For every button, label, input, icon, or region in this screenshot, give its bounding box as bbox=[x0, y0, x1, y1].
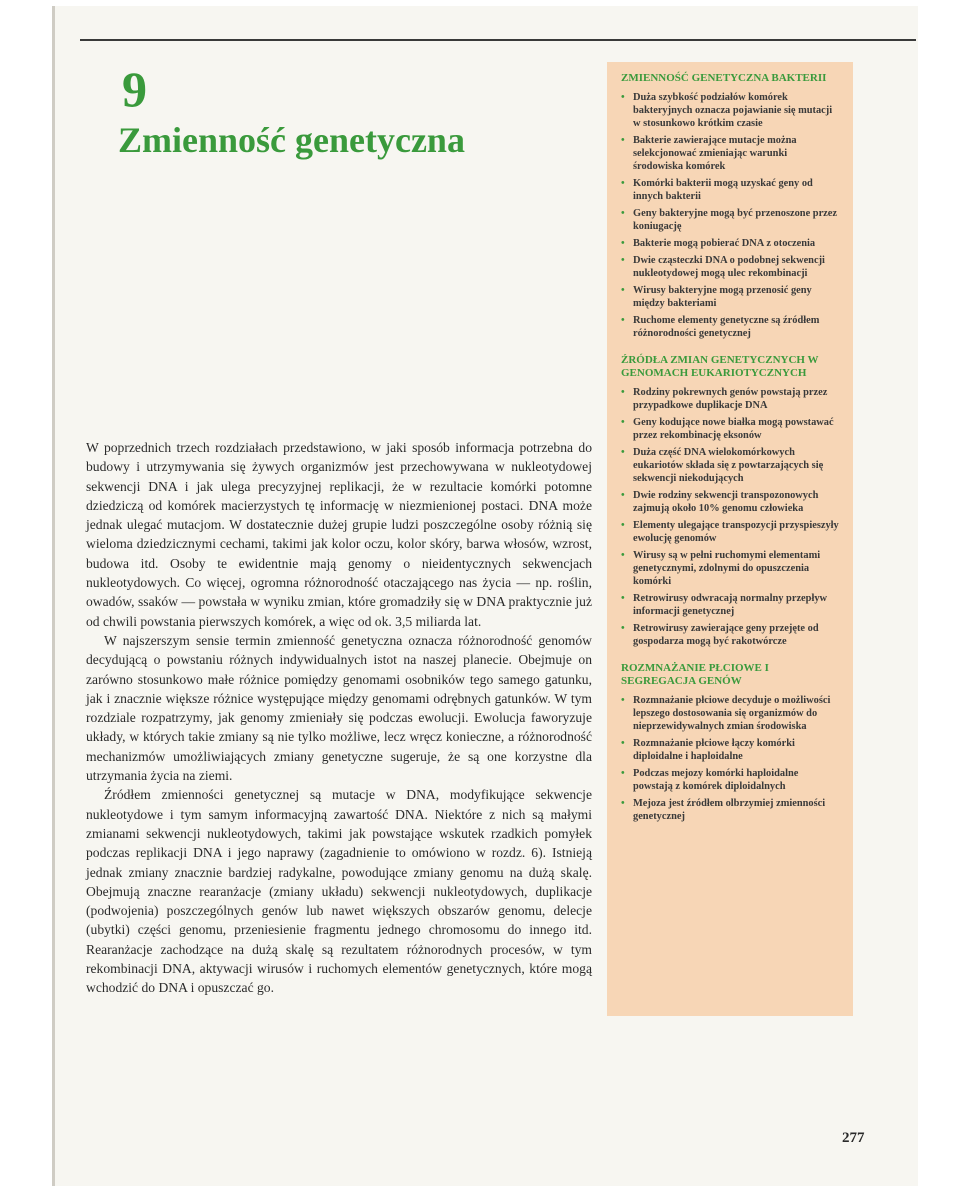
outline-section bbox=[621, 72, 839, 340]
outline-item-text: Retrowirusy odwracają normalny przepływ informacji genetycznej bbox=[633, 593, 828, 617]
outline-item-text: Komórki bakterii mogą uzyskać geny od innych bakterii bbox=[633, 178, 813, 202]
outline-item-text: Wirusy bakteryjne mogą przenosić geny między bakteriami bbox=[633, 285, 812, 309]
bullet-icon: • bbox=[621, 238, 625, 249]
outline-item bbox=[621, 177, 839, 203]
outline-item-text: Dwie cząsteczki DNA o podobnej sekwencji nukleotydowej mogą ulec rekombinacji bbox=[633, 255, 825, 279]
outline-item bbox=[621, 91, 839, 130]
bullet-icon: • bbox=[621, 738, 625, 749]
bullet-icon: • bbox=[621, 208, 625, 219]
outline-item-text: Podczas mejozy komórki haploidalne powstają z komórek diploidalnych bbox=[633, 768, 799, 792]
body-paragraph-1: W poprzednich trzech rozdziałach przedstawiono, w jaki sposób informacja potrzebna do budowy i utrzymywania się żywych organizmów jest przechowywana w nukleotydowej sekwencji DNA i jak ulega precyzyjnej replikacji, że w rezultacie komórki potomne dziedziczą od komórek macierzystych tę informację w niezmienionej postaci. DNA może jednak ulegać mutacjom. W dostatecznie dużej grupie ludzi poszczególne osoby różnią się wieloma dziedzicznymi cechami, takimi jak kolor oczu, kolor skóry, barwa włosów, wzrost, budowa itd. Osoby te ewidentnie mają genomy o nieidentycznych sekwencjach nukleotydowych. Co więcej, ogromna różnorodność otaczającego nas życia — np. roślin, owadów, ssaków — powstała w wyniku zmian, które gromadziły się w DNA praktycznie już od chwili powstania pierwszych komórek, a więc od ok. 3,5 miliarda lat. bbox=[86, 440, 592, 629]
bullet-icon: • bbox=[621, 387, 625, 398]
outline-item-text: Duża część DNA wielokomórkowych eukariotów składa się z powtarzających się sekwencji niekodujących bbox=[633, 447, 824, 484]
chapter-title: Zmienność genetyczna bbox=[118, 120, 465, 160]
bullet-icon: • bbox=[621, 695, 625, 706]
outline-item bbox=[621, 737, 839, 763]
outline-item bbox=[621, 446, 839, 485]
outline-item-text: Wirusy są w pełni ruchomymi elementami genetycznymi, zdolnymi do opuszczenia komórki bbox=[633, 550, 821, 587]
outline-item-text: Geny kodujące nowe białka mogą powstawać przez rekombinację eksonów bbox=[633, 417, 834, 441]
chapter-outline-sidebar bbox=[607, 62, 853, 1016]
outline-item-text: Retrowirusy zawierające geny przejęte od gospodarza mogą być rakotwórcze bbox=[633, 623, 819, 647]
bullet-icon: • bbox=[621, 623, 625, 634]
outline-item-text: Duża szybkość podziałów komórek bakteryjnych oznacza pojawianie się mutacji w stosunkowo krótkim czasie bbox=[633, 92, 833, 129]
bullet-icon: • bbox=[621, 520, 625, 531]
outline-list bbox=[621, 694, 839, 823]
outline-section bbox=[621, 354, 839, 648]
bullet-icon: • bbox=[621, 490, 625, 501]
bullet-icon: • bbox=[621, 315, 625, 326]
body-text bbox=[86, 438, 592, 998]
outline-item bbox=[621, 797, 839, 823]
top-rule bbox=[80, 39, 916, 41]
outline-item bbox=[621, 314, 839, 340]
bullet-icon: • bbox=[621, 593, 625, 604]
body-paragraph-2: W najszerszym sensie termin zmienność genetyczna oznacza różnorodność genomów decydującą o powstaniu różnych indywidualnych istot na naszej planecie. Obejmuje on zarówno stosunkowo małe różnice pomiędzy genomami osobników tego samego gatunku, jak i znacznie większe różnice występujące między genomami odrębnych gatunków. W tym rozdziale rozpatrzymy, jak genomy zmieniały się podczas ewolucji. Ewolucja faworyzuje układy, w których takie zmiany są nie tylko możliwe, lecz wręcz konieczne, a różnorodność mechanizmów umożliwiających zmiany genetyczne sugeruje, że są one korzystne dla utrzymania życia na ziemi. bbox=[86, 632, 592, 784]
bullet-icon: • bbox=[621, 447, 625, 458]
outline-item bbox=[621, 386, 839, 412]
outline-section bbox=[621, 662, 839, 823]
body-paragraph-3: Źródłem zmienności genetycznej są mutacje w DNA, modyfikujące sekwencje nukleotydowe i tym samym informacyjną zawartość DNA. Niektóre z nich są małymi zmianami sekwencji nukleotydowych, takimi jak powstające wskutek rzadkich pomyłek podczas replikacji DNA i jego naprawy (zagadnienie to omówiono w rozdz. 6). Istnieją jednak zmiany znacznie bardziej radykalne, powodujące zmiany genomu na dużą skalę. Obejmują znaczne rearanżacje (zmiany układu) sekwencji nukleotydowych, duplikacje (podwojenia) poszczególnych genów lub nawet większych obszarów genomu, delecje (ubytki) części genomu, przeniesienie fragmentu jednego chromosomu do innego itd. Rearanżacje zachodzące na dużą skalę są rezultatem różnorodnych procesów, w tym rekombinacji DNA, aktywacji wirusów i ruchomych elementów genetycznych, które mogą wchodzić do DNA i opuszczać go. bbox=[86, 787, 592, 996]
bullet-icon: • bbox=[621, 255, 625, 266]
outline-heading: ZMIENNOŚĆ GENETYCZNA BAKTERII bbox=[621, 72, 827, 84]
outline-item-text: Rozmnażanie płciowe łączy komórki diploidalne i haploidalne bbox=[633, 738, 795, 762]
outline-item bbox=[621, 592, 839, 618]
outline-heading: ROZMNAŻANIE PŁCIOWE I SEGREGACJA GENÓW bbox=[621, 662, 769, 687]
outline-item bbox=[621, 284, 839, 310]
bullet-icon: • bbox=[621, 92, 625, 103]
outline-item-text: Ruchome elementy genetyczne są źródłem różnorodności genetycznej bbox=[633, 315, 820, 339]
outline-list bbox=[621, 91, 839, 340]
outline-heading: ŹRÓDŁA ZMIAN GENETYCZNYCH W GENOMACH EUKARIOTYCZNYCH bbox=[621, 354, 819, 379]
outline-item bbox=[621, 416, 839, 442]
bullet-icon: • bbox=[621, 178, 625, 189]
bullet-icon: • bbox=[621, 285, 625, 296]
bullet-icon: • bbox=[621, 135, 625, 146]
outline-list bbox=[621, 386, 839, 648]
outline-item bbox=[621, 207, 839, 233]
outline-item bbox=[621, 134, 839, 173]
outline-item-text: Bakterie zawierające mutacje można selekcjonować zmieniając warunki środowiska komórek bbox=[633, 135, 797, 172]
outline-item bbox=[621, 237, 839, 250]
outline-item bbox=[621, 254, 839, 280]
outline-item bbox=[621, 489, 839, 515]
book-page bbox=[52, 6, 918, 1186]
outline-item bbox=[621, 767, 839, 793]
outline-item-text: Dwie rodziny sekwencji transpozonowych zajmują około 10% genomu człowieka bbox=[633, 490, 819, 514]
outline-item-text: Elementy ulegające transpozycji przyspieszyły ewolucję genomów bbox=[633, 520, 839, 544]
bullet-icon: • bbox=[621, 768, 625, 779]
outline-item bbox=[621, 519, 839, 545]
outline-item-text: Bakterie mogą pobierać DNA z otoczenia bbox=[633, 238, 816, 249]
outline-item bbox=[621, 549, 839, 588]
outline-item bbox=[621, 694, 839, 733]
bullet-icon: • bbox=[621, 798, 625, 809]
outline-item-text: Rozmnażanie płciowe decyduje o możliwości lepszego dostosowania się organizmów do nieprzewidywalnych zmian środowiska bbox=[633, 695, 831, 732]
bullet-icon: • bbox=[621, 550, 625, 561]
outline-item bbox=[621, 622, 839, 648]
page-edge bbox=[52, 6, 55, 1186]
page-number: 277 bbox=[842, 1130, 865, 1146]
chapter-number: 9 bbox=[122, 61, 147, 117]
outline-item-text: Rodziny pokrewnych genów powstają przez przypadkowe duplikacje DNA bbox=[633, 387, 828, 411]
bullet-icon: • bbox=[621, 417, 625, 428]
outline-item-text: Geny bakteryjne mogą być przenoszone przez koniugację bbox=[633, 208, 838, 232]
outline-item-text: Mejoza jest źródłem olbrzymiej zmienności genetycznej bbox=[633, 798, 826, 822]
